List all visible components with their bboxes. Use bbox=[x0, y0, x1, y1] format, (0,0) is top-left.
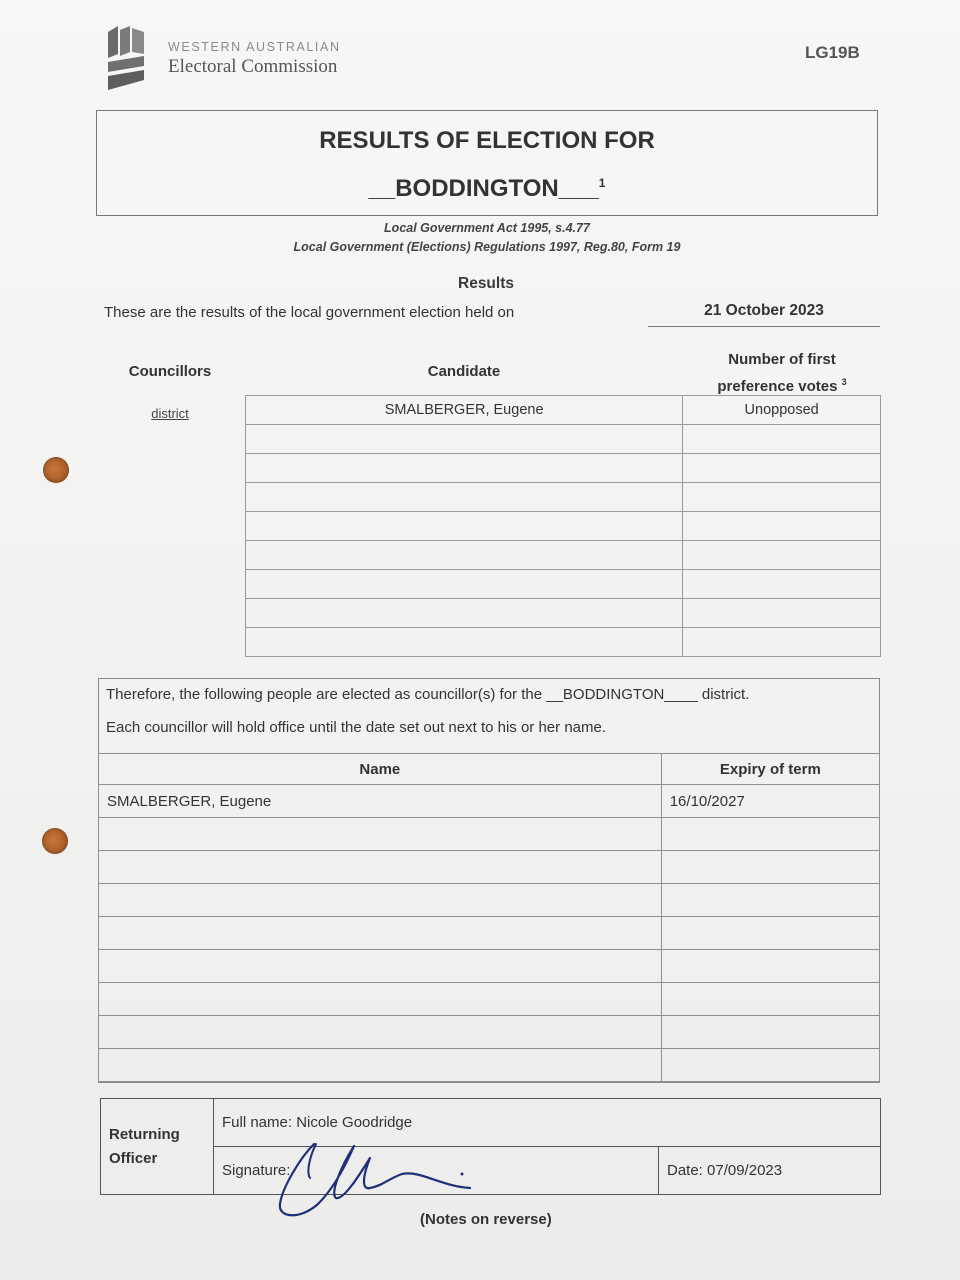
candidate-cell bbox=[246, 541, 683, 570]
expiry-cell bbox=[661, 950, 879, 983]
votes-cell bbox=[683, 541, 881, 570]
candidate-cell bbox=[246, 599, 683, 628]
table-header-row bbox=[99, 754, 880, 785]
page-title: RESULTS OF ELECTION FOR bbox=[319, 127, 655, 154]
act-reference: Local Government Act 1995, s.4.77 bbox=[384, 221, 590, 235]
name-cell bbox=[99, 818, 662, 851]
table-row bbox=[246, 628, 881, 657]
table-row bbox=[246, 454, 881, 483]
waec-logo-icon bbox=[104, 24, 148, 92]
returning-officer-label bbox=[101, 1099, 214, 1195]
table-row bbox=[246, 541, 881, 570]
candidates-table bbox=[245, 395, 881, 657]
votes-header bbox=[684, 349, 880, 398]
name-cell: SMALBERGER, Eugene bbox=[99, 785, 662, 818]
table-row bbox=[99, 917, 880, 950]
results-heading: Results bbox=[458, 275, 514, 292]
election-date: 21 October 2023 bbox=[704, 302, 824, 319]
expiry-cell bbox=[661, 818, 879, 851]
signature-scribble bbox=[270, 1138, 490, 1222]
table-row bbox=[101, 1099, 881, 1147]
votes-cell bbox=[683, 483, 881, 512]
elected-statement: Therefore, the following people are elected as councillor(s) for the __BODDINGTON____ district. bbox=[106, 686, 750, 703]
table-row bbox=[246, 483, 881, 512]
regulation-reference: Local Government (Elections) Regulations 1997, Reg.80, Form 19 bbox=[293, 240, 681, 254]
table-row bbox=[246, 599, 881, 628]
expiry-cell bbox=[661, 884, 879, 917]
district-title bbox=[97, 175, 877, 203]
returning-officer-table bbox=[100, 1098, 881, 1195]
table-row bbox=[99, 983, 880, 1016]
expiry-cell bbox=[661, 851, 879, 884]
expiry-cell: 16/10/2027 bbox=[661, 785, 879, 818]
candidate-cell bbox=[246, 570, 683, 599]
notes-on-reverse: (Notes on reverse) bbox=[420, 1211, 552, 1228]
votes-cell bbox=[683, 512, 881, 541]
results-intro: These are the results of the local government election held on bbox=[104, 304, 515, 321]
votes-cell bbox=[683, 570, 881, 599]
org-name-line2: Electoral Commission bbox=[168, 56, 338, 77]
candidate-cell bbox=[246, 628, 683, 657]
full-name-cell: Full name: Nicole Goodridge bbox=[214, 1099, 881, 1147]
candidate-cell bbox=[246, 483, 683, 512]
name-header: Name bbox=[99, 754, 662, 785]
title-footnote: 1 bbox=[598, 176, 606, 190]
votes-cell bbox=[683, 425, 881, 454]
candidate-header: Candidate bbox=[427, 363, 501, 380]
table-row bbox=[246, 570, 881, 599]
punch-hole-top bbox=[43, 457, 69, 483]
table-row bbox=[99, 818, 880, 851]
councillors-header: Councillors bbox=[128, 363, 212, 380]
name-cell bbox=[99, 851, 662, 884]
expiry-header: Expiry of term bbox=[661, 754, 879, 785]
district-label: district bbox=[151, 406, 189, 421]
votes-cell bbox=[683, 599, 881, 628]
punch-hole-bottom bbox=[42, 828, 68, 854]
votes-cell bbox=[683, 628, 881, 657]
name-cell bbox=[99, 950, 662, 983]
expiry-cell bbox=[661, 983, 879, 1016]
name-cell bbox=[99, 884, 662, 917]
name-cell bbox=[99, 1049, 662, 1082]
form-code: LG19B bbox=[805, 43, 860, 62]
table-row bbox=[246, 396, 881, 425]
candidate-cell bbox=[246, 454, 683, 483]
date-underline bbox=[648, 326, 880, 327]
table-row bbox=[99, 1049, 880, 1082]
org-name-line1: WESTERN AUSTRALIAN bbox=[168, 40, 341, 54]
expiry-cell bbox=[661, 1016, 879, 1049]
title-box bbox=[96, 110, 878, 216]
name-cell bbox=[99, 1016, 662, 1049]
ro-label-line1: Returning bbox=[109, 1125, 180, 1143]
candidate-cell: SMALBERGER, Eugene bbox=[246, 396, 683, 425]
elected-table bbox=[98, 753, 880, 1082]
table-row bbox=[99, 950, 880, 983]
term-statement: Each councillor will hold office until the date set out next to his or her name. bbox=[106, 719, 607, 736]
expiry-cell bbox=[661, 917, 879, 950]
ro-label-line2: Officer bbox=[109, 1149, 158, 1167]
district-name: __BODDINGTON___ bbox=[368, 175, 599, 202]
candidate-cell bbox=[246, 425, 683, 454]
signature-cell: Signature: bbox=[214, 1147, 659, 1195]
votes-cell: Unopposed bbox=[683, 396, 881, 425]
table-row bbox=[246, 512, 881, 541]
table-row bbox=[246, 425, 881, 454]
votes-header-line1: Number of first bbox=[728, 351, 836, 368]
candidate-cell bbox=[246, 512, 683, 541]
table-row bbox=[99, 1016, 880, 1049]
table-row bbox=[99, 884, 880, 917]
signing-date-cell: Date: 07/09/2023 bbox=[659, 1147, 881, 1195]
table-row bbox=[99, 851, 880, 884]
expiry-cell bbox=[661, 1049, 879, 1082]
votes-cell bbox=[683, 454, 881, 483]
table-row bbox=[101, 1147, 881, 1195]
votes-footnote: 3 bbox=[841, 377, 847, 387]
name-cell bbox=[99, 917, 662, 950]
name-cell bbox=[99, 983, 662, 1016]
table-row bbox=[99, 785, 880, 818]
votes-header-line2: preference votes bbox=[717, 378, 838, 395]
